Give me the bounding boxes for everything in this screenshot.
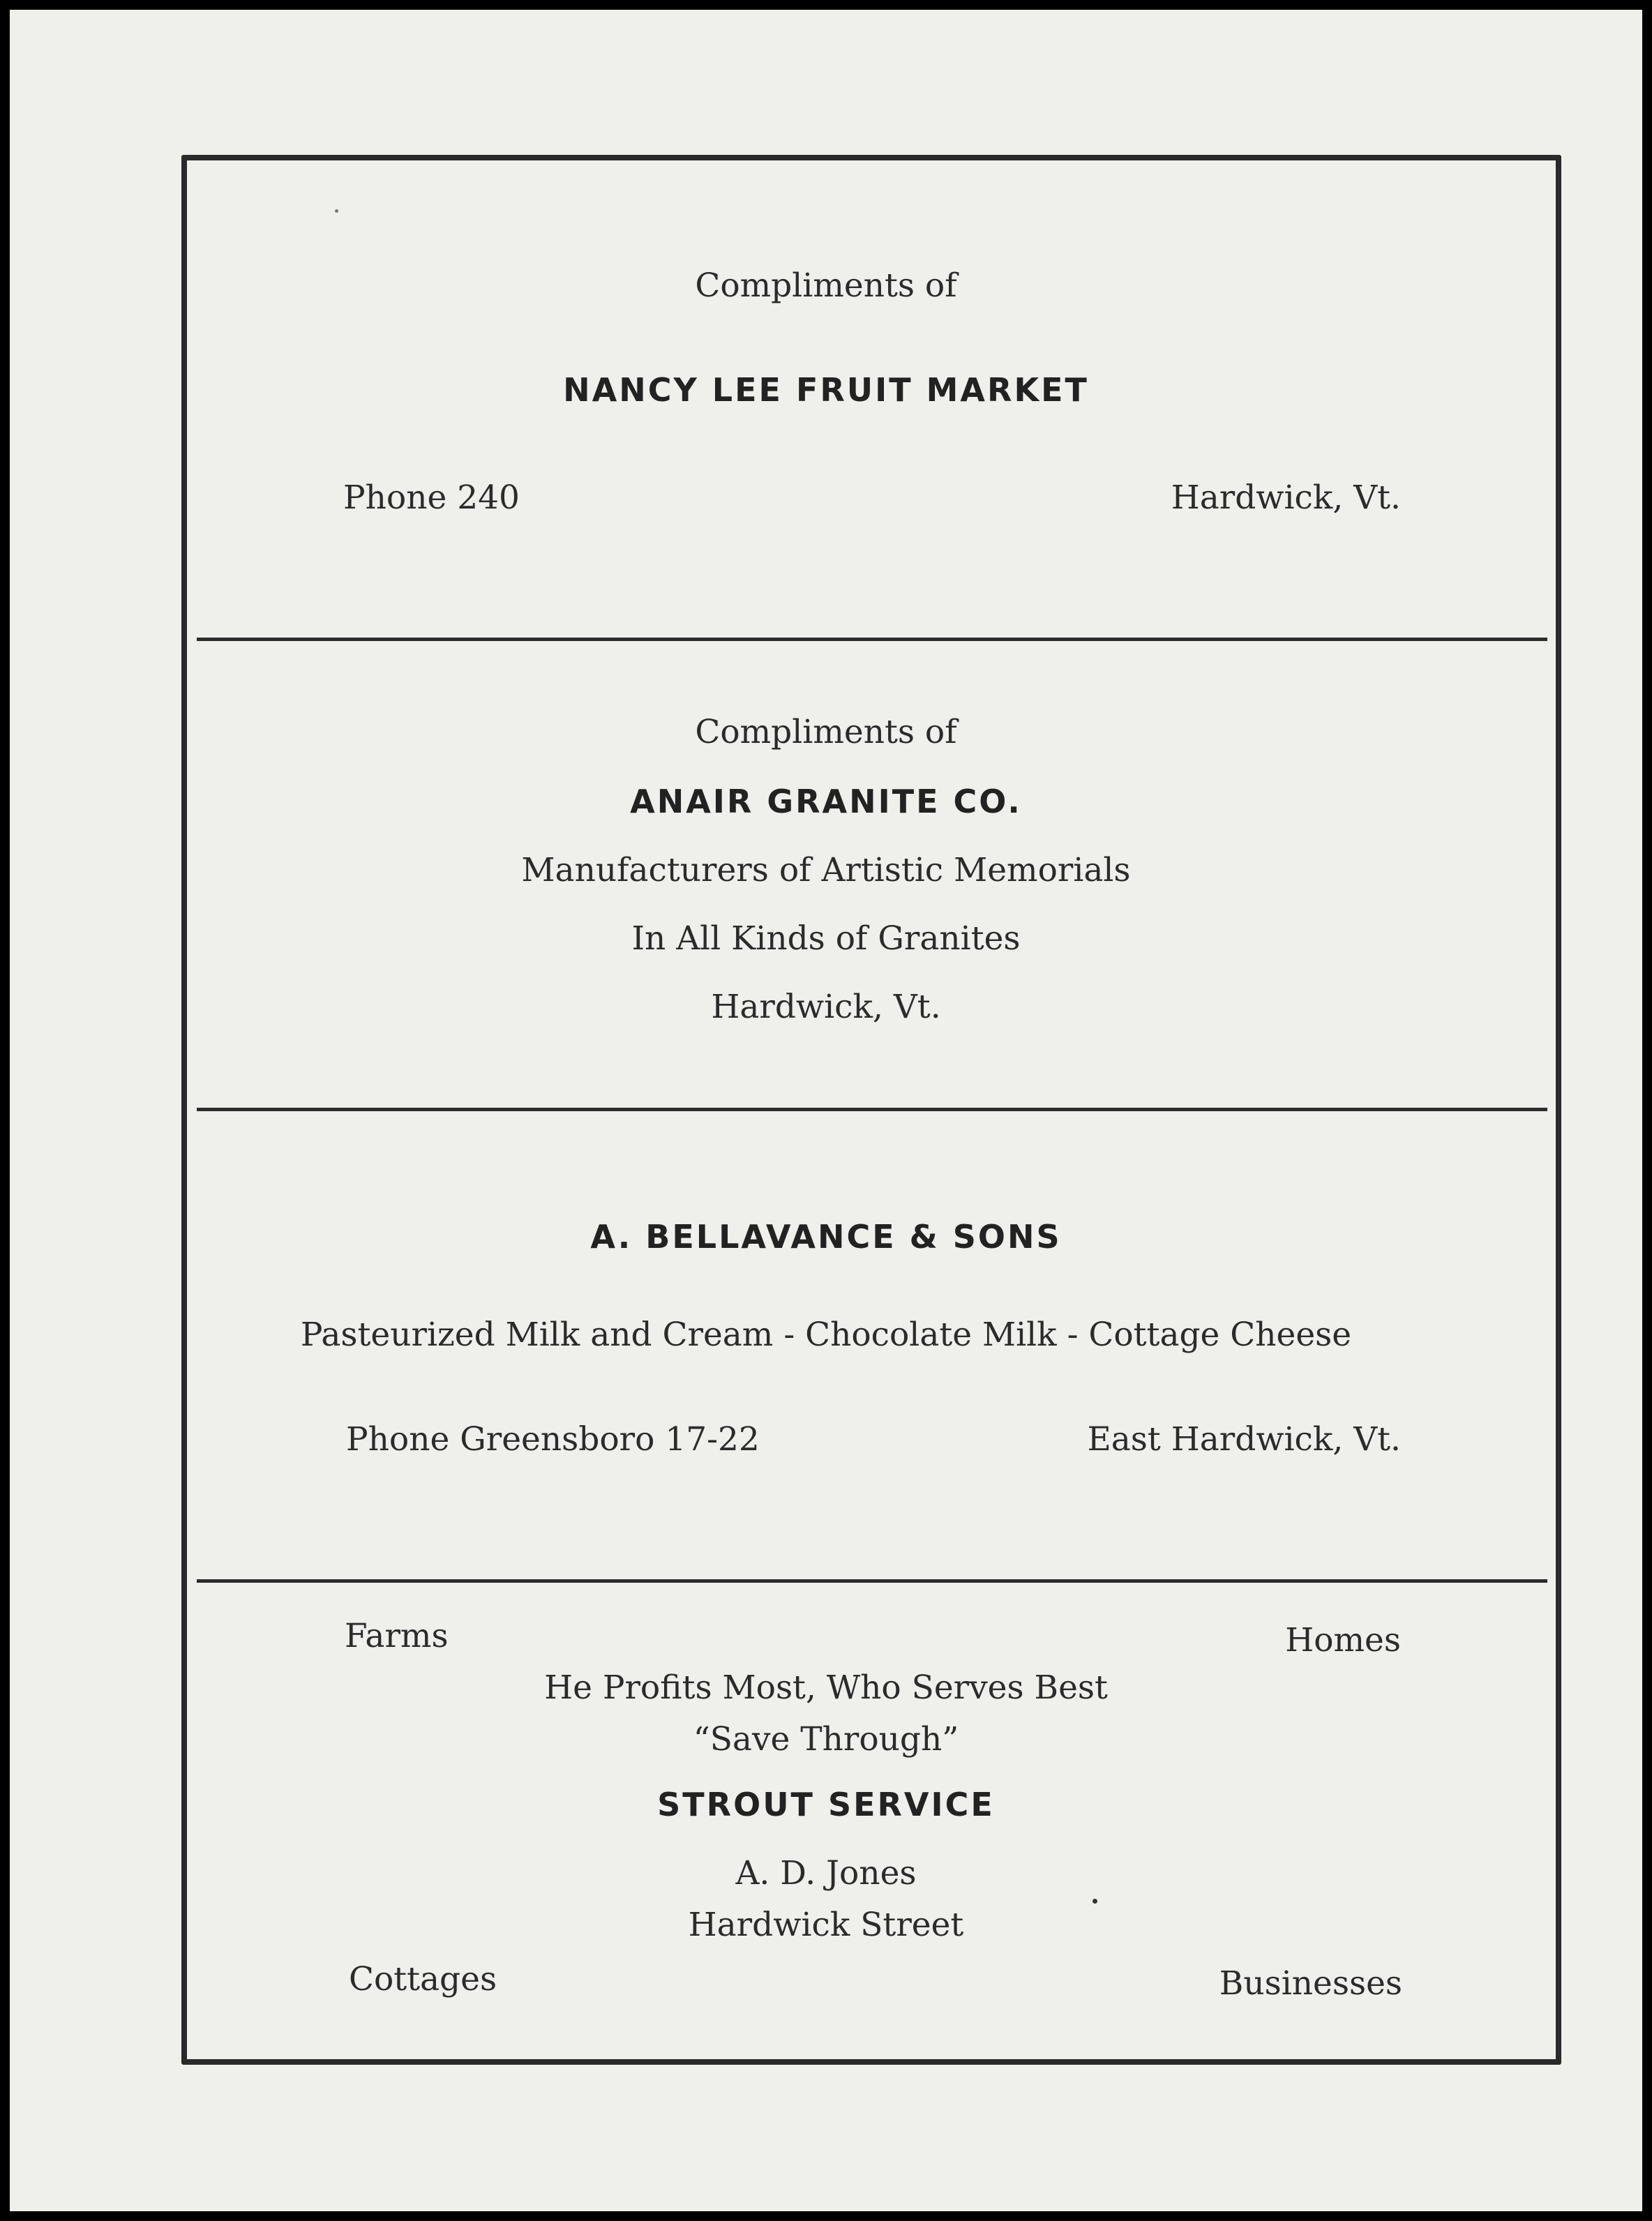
ad3-products: Pasteurized Milk and Cream - Chocolate Milk - Cottage Cheese [300,1316,1352,1354]
section-divider [197,1579,1547,1583]
advertisement-page [10,10,1642,2211]
section-divider [197,638,1547,641]
ad1-business-name: NANCY LEE FRUIT MARKET [563,371,1089,409]
ad1-location: Hardwick, Vt. [1171,479,1401,517]
ad2-business-name: ANAIR GRANITE CO. [630,783,1022,820]
ad4-street: Hardwick Street [688,1906,964,1944]
ad4-agent: A. D. Jones [735,1854,917,1892]
ad4-slogan: “Save Through” [693,1720,959,1759]
paper-speck [1092,1899,1097,1904]
ad1-intro: Compliments of [695,266,957,305]
ad4-corner-top-right: Homes [1285,1621,1401,1659]
ad3-location: East Hardwick, Vt. [1087,1420,1401,1459]
ad4-corner-bottom-right: Businesses [1219,1964,1402,2003]
ad2-description-line2: In All Kinds of Granites [631,919,1021,958]
ad3-phone: Phone Greensboro 17-22 [346,1420,760,1459]
ad1-phone: Phone 240 [343,479,520,517]
ad2-description-line1: Manufacturers of Artistic Memorials [521,851,1131,889]
paper-speck [335,209,338,213]
ad2-intro: Compliments of [695,713,957,751]
section-divider [197,1108,1547,1111]
ad4-corner-bottom-left: Cottages [349,1960,497,1998]
ad4-business-name: STROUT SERVICE [657,1786,995,1823]
ad4-motto: He Profits Most, Who Serves Best [544,1669,1108,1707]
ad2-location: Hardwick, Vt. [711,988,941,1026]
ad3-business-name: A. BELLAVANCE & SONS [590,1218,1062,1256]
ad4-corner-top-left: Farms [345,1617,449,1655]
